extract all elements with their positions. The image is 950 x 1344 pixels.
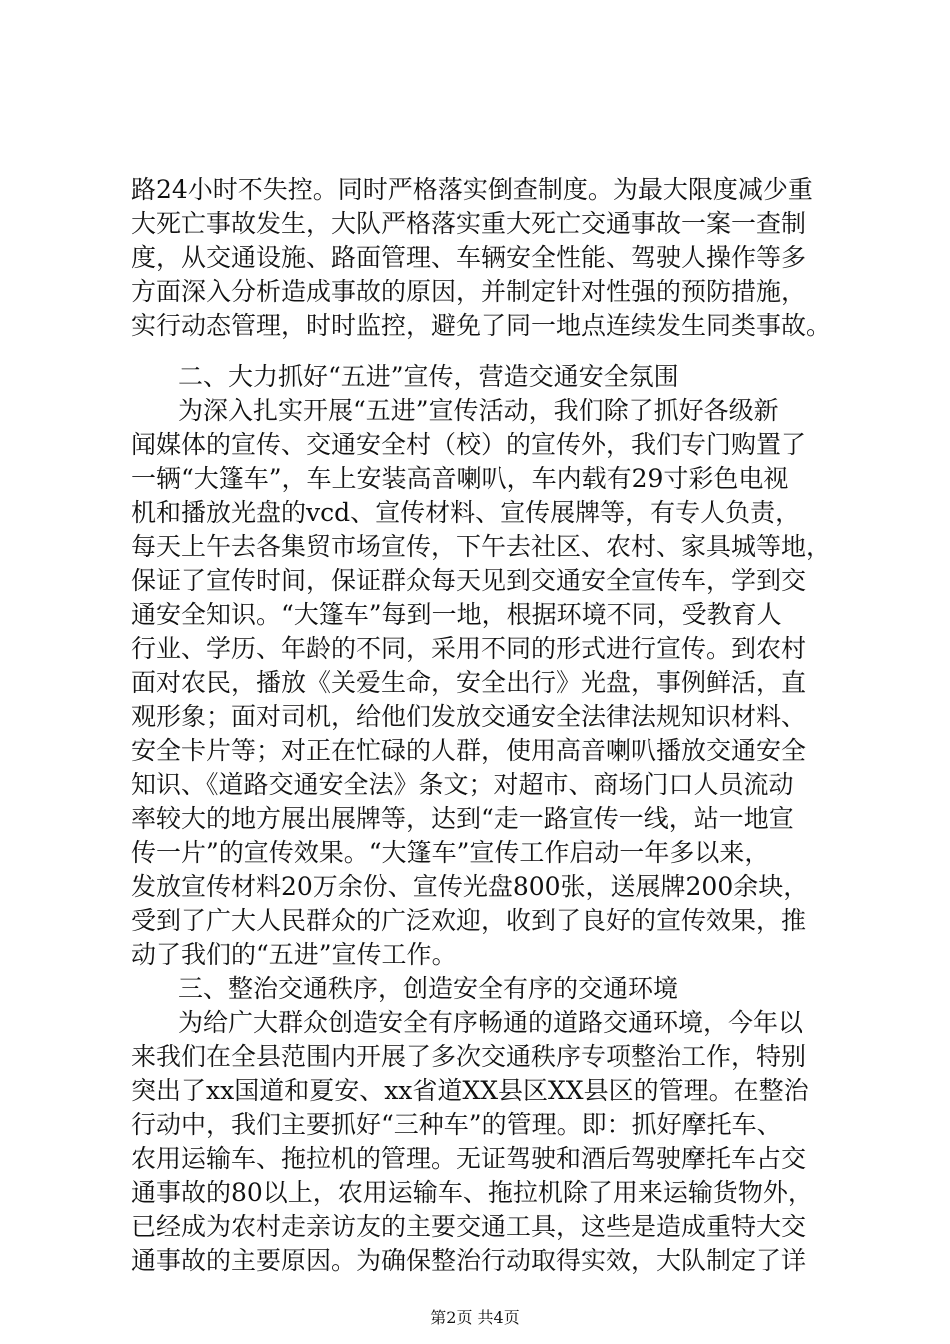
body-line: 通事故的主要原因。为确保整治行动取得实效，大队制定了详 bbox=[131, 1246, 807, 1275]
body-line: 机和播放光盘的vcd、宣传材料、宣传展牌等，有专人负责， bbox=[131, 498, 801, 527]
body-line: 发放宣传材料20万余份、宣传光盘800张，送展牌200余块， bbox=[131, 872, 809, 901]
body-line: 传一片”的宣传效果。“大篷车”宣传工作启动一年多以来， bbox=[131, 838, 770, 867]
body-line: 面对农民，播放《关爱生命，安全出行》光盘，事例鲜活，直 bbox=[131, 668, 807, 697]
body-line: 一辆“大篷车”，车上安装高音喇叭，车内载有29寸彩色电视 bbox=[131, 464, 789, 493]
section-heading: 三、整治交通秩序，创造安全有序的交通环境 bbox=[178, 974, 679, 1003]
section-heading: 二、大力抓好“五进”宣传，营造交通安全氛围 bbox=[178, 362, 679, 391]
body-line: 保证了宣传时间，保证群众每天见到交通安全宣传车，学到交 bbox=[131, 566, 807, 595]
body-line: 知识、《道路交通安全法》条文；对超市、商场门口人员流动 bbox=[131, 770, 794, 799]
body-line: 率较大的地方展出展牌等，达到“走一路宣传一线，站一地宣 bbox=[131, 804, 794, 833]
body-line: 度，从交通设施、路面管理、车辆安全性能、驾驶人操作等多 bbox=[131, 243, 807, 272]
body-line: 突出了xx国道和夏安、xx省道XX县区XX县区的管理。在整治 bbox=[131, 1076, 809, 1105]
body-line: 行业、学历、年龄的不同，采用不同的形式进行宣传。到农村 bbox=[131, 634, 807, 663]
body-line: 动了我们的“五进”宣传工作。 bbox=[131, 940, 457, 969]
body-line: 农用运输车、拖拉机的管理。无证驾驶和酒后驾驶摩托车占交 bbox=[131, 1144, 807, 1173]
body-line: 安全卡片等；对正在忙碌的人群，使用高音喇叭播放交通安全 bbox=[131, 736, 807, 765]
body-line: 为给广大群众创造安全有序畅通的道路交通环境，今年以 bbox=[178, 1008, 804, 1037]
body-line: 实行动态管理，时时监控，避免了同一地点连续发生同类事故。 bbox=[131, 311, 831, 340]
body-line: 为深入扎实开展“五进”宣传活动，我们除了抓好各级新 bbox=[178, 396, 779, 425]
body-line: 受到了广大人民群众的广泛欢迎，收到了良好的宣传效果，推 bbox=[131, 906, 807, 935]
body-line: 路24小时不失控。同时严格落实倒查制度。为最大限度减少重 bbox=[131, 175, 813, 204]
body-line: 通事故的80以上，农用运输车、拖拉机除了用来运输货物外， bbox=[131, 1178, 813, 1207]
body-line: 方面深入分析造成事故的原因，并制定针对性强的预防措施， bbox=[131, 277, 807, 306]
body-line: 大死亡事故发生，大队严格落实重大死亡交通事故一案一查制 bbox=[131, 209, 807, 238]
body-line: 来我们在全县范围内开展了多次交通秩序专项整治工作，特别 bbox=[131, 1042, 807, 1071]
body-line: 行动中，我们主要抓好“三种车”的管理。即：抓好摩托车、 bbox=[131, 1110, 782, 1139]
body-line: 观形象；面对司机，给他们发放交通安全法律法规知识材料、 bbox=[131, 702, 807, 731]
body-line: 通安全知识。“大篷车”每到一地，根据环境不同，受教育人 bbox=[131, 600, 782, 629]
body-line: 每天上午去各集贸市场宣传，下午去社区、农村、家具城等地， bbox=[131, 532, 831, 561]
page-footer: 第2页 共4页 bbox=[430, 1308, 520, 1327]
body-line: 已经成为农村走亲访友的主要交通工具，这些是造成重特大交 bbox=[131, 1212, 807, 1241]
body-line: 闻媒体的宣传、交通安全村（校）的宣传外，我们专门购置了 bbox=[131, 430, 807, 459]
